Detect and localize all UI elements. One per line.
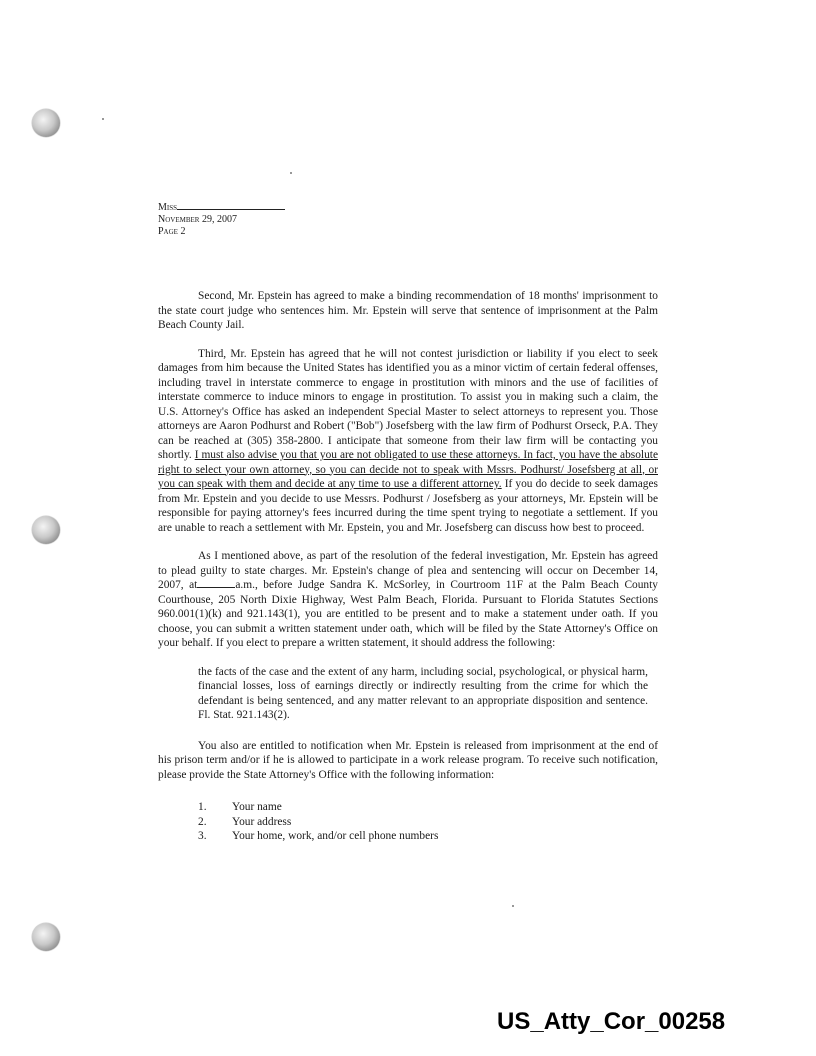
paragraph-damages-end: If you do decide to seek damages from Mr. Epstein and you decide to use Messrs. Podhurst / Josefsberg as your attorneys, Mr. Epstein will be responsible for paying attorney's fees incurred during the time spent trying to negotiate a settlement. If you are unable to reach a settlement with Mr. Epstein, you and Mr. Josefsberg can discuss how best to proceed. [158, 478, 658, 534]
punch-hole-top [32, 109, 60, 137]
info-list [158, 800, 658, 844]
list-item [198, 800, 658, 815]
list-text: Your address [232, 815, 292, 828]
time-blank [197, 578, 235, 588]
list-number: 1. [198, 801, 207, 813]
letter-header [158, 200, 658, 238]
paragraph-damages-text: Third, Mr. Epstein has agreed that he will not contest jurisdiction or liability if you elect to seek damages from him because the United States has identified you as a minor victim of certain federal offenses, including travel in interstate commerce to engage in prostitution with minors and the use of facilities of interstate commerce to induce minors to engage in prostitution. To assist you in making such a claim, the U.S. Attorney's Office has asked an independent Special Master to select attorneys to represent you. Those attorneys are Aaron Podhurst and Robert ("Bob") Josefsberg with the law firm of Podhurst Orseck, P.A. They can be reached at (305) 358-2800. I anticipate that someone from their law firm will be contacting you shortly. [158, 347, 658, 461]
list-item [198, 829, 658, 844]
paragraph-sentencing: Second, Mr. Epstein has agreed to make a binding recommendation of 18 months' imprisonment to the state court judge who sentences him. Mr. Epstein will serve that sentence of imprisonment at the Palm Beach County Jail. [158, 290, 658, 331]
list-number: 2. [198, 815, 207, 828]
salutation-line [158, 200, 658, 214]
list-item [198, 815, 658, 830]
bates-number: US_Atty_Cor_00258 [497, 1008, 726, 1035]
page-number: Page 2 [158, 226, 186, 237]
name-blank [177, 200, 285, 210]
list-text: Your name [232, 801, 282, 813]
scan-speck [512, 905, 514, 907]
paragraph-damages [158, 347, 658, 536]
paragraph-notification: You also are entitled to notification when Mr. Epstein is released from imprisonment at the end of his prison term and/or if he is allowed to participate in a work release program. To receive such notification, please provide the State Attorney's Office with the following information: [158, 739, 658, 781]
statute-quote: the facts of the case and the extent of any harm, including social, psychological, or physical harm, financial losses, loss of earnings directly or indirectly resulting from the crime for which the defendant is being sentenced, and any matter relevant to an appropriate disposition and sentence. Fl. Stat. 921.143(2). [198, 665, 648, 721]
scan-speck [290, 172, 292, 174]
list-text: Your home, work, and/or cell phone numbers [232, 830, 439, 842]
punch-hole-middle [32, 516, 60, 544]
list-number: 3. [198, 830, 207, 842]
attorney-rights-underlined: I must also advise you that you are not obligated to use these attorneys. In fact, you have the absolute right to select your own attorney, so you can decide not to speak with Mssrs. Podhurst/ Josefsberg at all, or you can speak with them and decide at any time to use a different attorney. [158, 449, 658, 490]
salutation: Miss [158, 202, 178, 213]
letter-date: November 29, 2007 [158, 214, 237, 225]
paragraph-plea-start: As I mentioned above, as part of the resolution of the federal investigation, Mr. Epstein has agreed to plead guilty to state charges. Mr. Epstein's change of plea and sentencing will occur on December 14, 2007, at [158, 550, 658, 591]
punch-hole-bottom [32, 923, 60, 951]
letter-body [158, 200, 658, 844]
paragraph-plea-end: a.m., before Judge Sandra K. McSorley, in Courtroom 11F at the Palm Beach County Courthouse, 205 North Dixie Highway, West Palm Beach, Florida. Pursuant to Florida Statutes Sections 960.001(1)(k) and 921.143(1), you are entitled to be present and to make a statement under oath. If you choose, you can submit a written statement under oath, which will be filed by the State Attorney's Office on your behalf. If you elect to prepare a written statement, it should address the following: [158, 579, 658, 649]
scan-speck [102, 118, 104, 120]
paragraph-plea [158, 549, 658, 651]
